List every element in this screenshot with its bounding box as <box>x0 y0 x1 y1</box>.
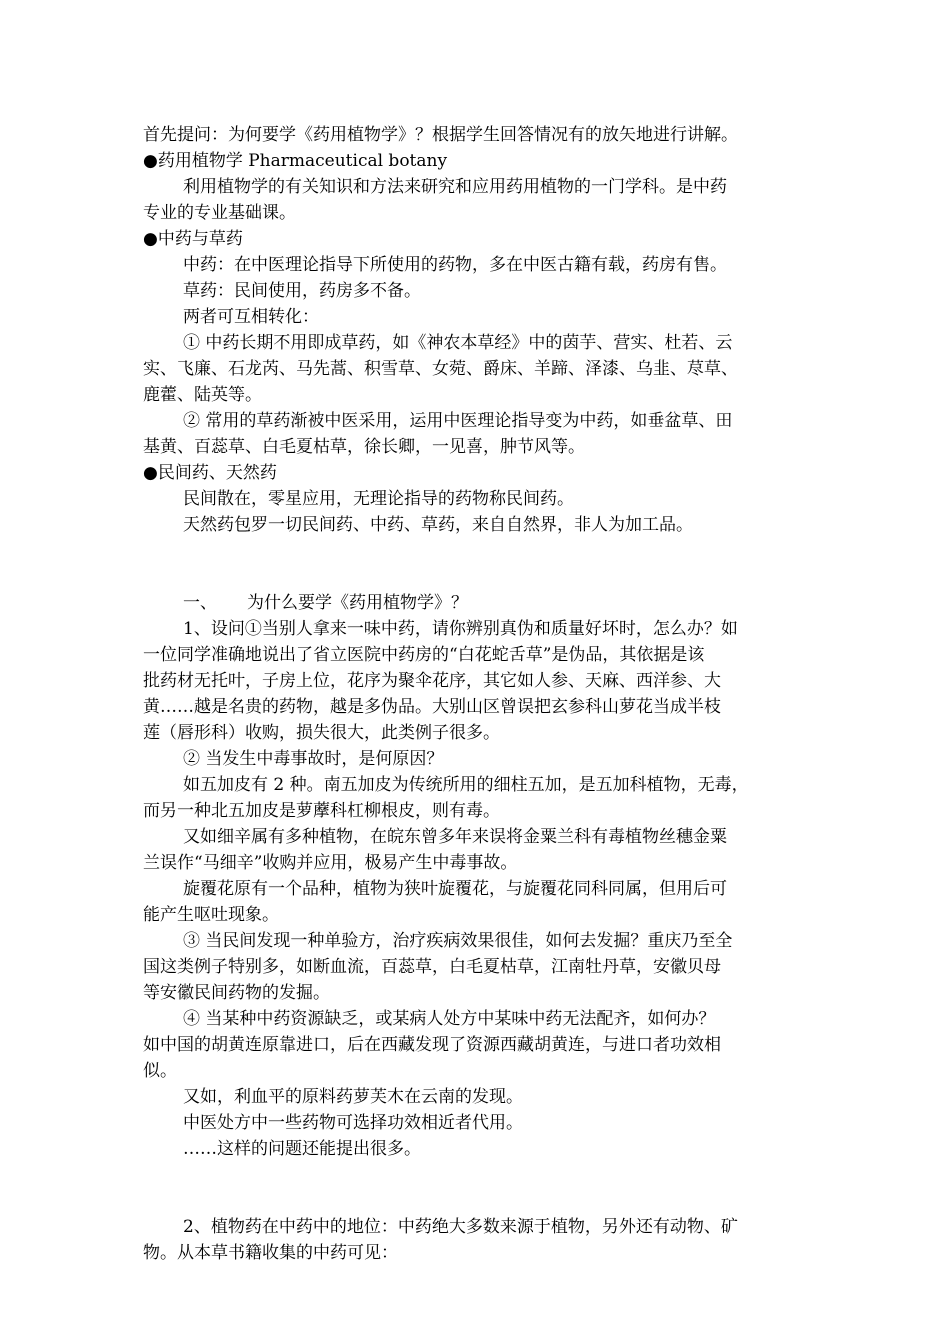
paragraph-line: ② 常用的草药渐被中医采用，运用中医理论指导变为中药，如垂盆草、田 <box>183 411 733 431</box>
paragraph-line: 等安徽民间药物的发掘。 <box>143 983 330 1003</box>
spacer <box>143 1162 823 1214</box>
section-title-text: 为什么要学《药用植物学》？ <box>247 593 468 613</box>
paragraph-line: 中药：在中医理论指导下所使用的药物，多在中医古籍有载，药房有售。 <box>183 255 727 275</box>
paragraph-line: 实、飞廉、石龙芮、马先蒿、积雪草、女菀、爵床、羊蹄、泽漆、乌韭、荩草、 <box>143 359 738 379</box>
paragraph-line: 中医处方中一些药物可选择功效相近者代用。 <box>183 1113 523 1133</box>
spacer <box>143 538 823 590</box>
paragraph-line: 旋覆花原有一个品种，植物为狭叶旋覆花，与旋覆花同科同属，但用后可 <box>183 879 727 899</box>
paragraph-line: ③ 当民间发现一种单验方，治疗疾病效果很佳，如何去发掘？重庆乃至全 <box>183 931 733 951</box>
paragraph-line: 能产生呕吐现象。 <box>143 905 279 925</box>
paragraph-line: 两者可互相转化： <box>183 307 319 327</box>
paragraph-line: 物。从本草书籍收集的中药可见： <box>143 1243 398 1263</box>
paragraph-line: 黄……越是名贵的药物，越是多伪品。大别山区曾误把玄参科山萝花当成半枝 <box>143 697 721 717</box>
document-page <box>143 122 823 1266</box>
paragraph-line: 而另一种北五加皮是萝藦科杠柳根皮，则有毒。 <box>143 801 500 821</box>
paragraph-line: 兰误作“马细辛”收购并应用，极易产生中毒事故。 <box>143 853 518 873</box>
paragraph-line: 又如细辛属有多种植物，在皖东曾多年来误将金粟兰科有毒植物丝穗金粟 <box>183 827 727 847</box>
paragraph-line: 天然药包罗一切民间药、中药、草药，来自自然界，非人为加工品。 <box>183 515 693 535</box>
paragraph-line: 基黄、百蕊草、白毛夏枯草，徐长卿，一见喜，肿节风等。 <box>143 437 585 457</box>
intro-question-line: 首先提问：为何要学《药用植物学》？根据学生回答情况有的放矢地进行讲解。 <box>143 125 738 145</box>
paragraph-line: ④ 当某种中药资源缺乏，或某病人处方中某味中药无法配齐，如何办？ <box>183 1009 716 1029</box>
paragraph-line: 国这类例子特别多，如断血流，百蕊草，白毛夏枯草，江南牡丹草，安徽贝母 <box>143 957 721 977</box>
paragraph-line: ② 当发生中毒事故时，是何原因？ <box>183 749 444 769</box>
section-title <box>143 590 823 616</box>
paragraph-line: 1、设问①当别人拿来一味中药，请你辨别真伪和质量好坏时，怎么办？如 <box>183 619 738 639</box>
paragraph-line: ① 中药长期不用即成草药，如《神农本草经》中的茵芋、营实、杜若、云 <box>183 333 733 353</box>
heading-folk-natural-medicine: ●民间药、天然药 <box>143 463 277 483</box>
paragraph-line: 专业的专业基础课。 <box>143 203 296 223</box>
paragraph-line: ……这样的问题还能提出很多。 <box>183 1139 421 1159</box>
paragraph-line: 如五加皮有 2 种。南五加皮为传统所用的细柱五加，是五加科植物，无毒， <box>183 775 749 795</box>
paragraph-line: 似。 <box>143 1061 177 1081</box>
paragraph-line: 又如，利血平的原料药萝芙木在云南的发现。 <box>183 1087 523 1107</box>
paragraph-line: 一位同学准确地说出了省立医院中药房的“白花蛇舌草”是伪品，其依据是该 <box>143 645 705 665</box>
paragraph-line: 民间散在，零星应用，无理论指导的药物称民间药。 <box>183 489 574 509</box>
paragraph-line: 2、植物药在中药中的地位：中药绝大多数来源于植物，另外还有动物、矿 <box>183 1217 738 1237</box>
paragraph-line: 如中国的胡黄连原靠进口，后在西藏发现了资源西藏胡黄连，与进口者功效相 <box>143 1035 721 1055</box>
section-number: 一、 <box>183 593 217 613</box>
heading-chinese-herbal-medicine: ●中药与草药 <box>143 229 243 249</box>
paragraph-line: 鹿藿、陆英等。 <box>143 385 262 405</box>
paragraph-line: 草药：民间使用，药房多不备。 <box>183 281 421 301</box>
heading-pharmaceutical-botany: ●药用植物学 Pharmaceutical botany <box>143 151 448 171</box>
paragraph-line: 利用植物学的有关知识和方法来研究和应用药用植物的一门学科。是中药 <box>183 177 727 197</box>
paragraph-line: 批药材无托叶，子房上位，花序为聚伞花序，其它如人参、天麻、西洋参、大 <box>143 671 721 691</box>
paragraph-line: 莲（唇形科）收购，损失很大，此类例子很多。 <box>143 723 500 743</box>
